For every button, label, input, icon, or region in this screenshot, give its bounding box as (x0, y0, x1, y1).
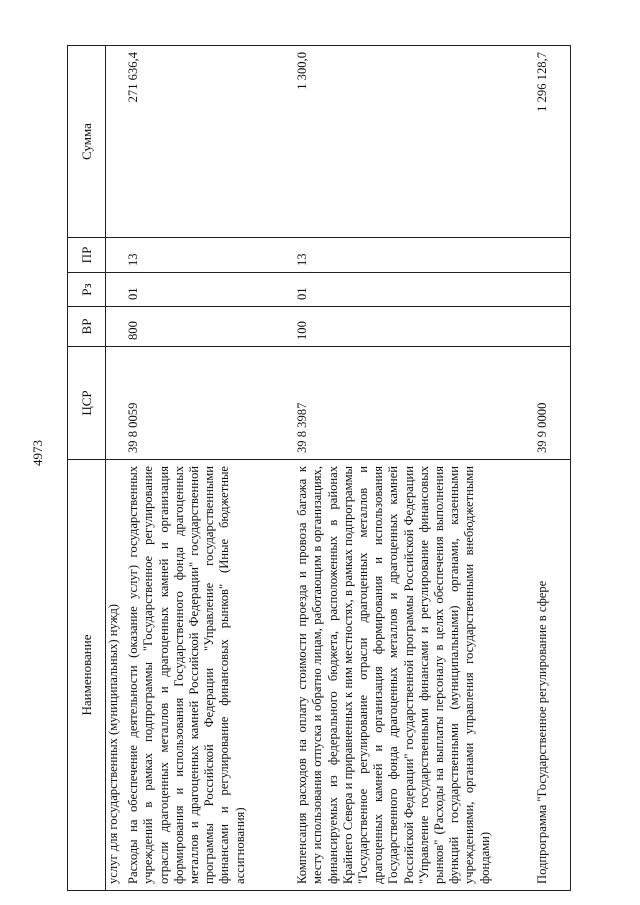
row-name: Компенсация расходов на оплату стоимости проезда и провоза багажа к месту использования отпуска и обратно лицам, работающим в организациях, финансируемых из федерального бюджета, расположенных в районах Крайнего Севера и приравненных к ним местностях, в рамках подпрограммы "Государственное регулирование отрасли драгоценных металлов и драгоценных камней и организация формирования и использования Государственного фонда драгоценных металлов и драгоценных камней Российской Федерации" государственной программы Российской Федерации "Управление государственными финансами и регулирование финансовых рынков" (Расходы на выплаты персоналу в целях обеспечения выполнения функций государственными (муниципальными) органами, казенными учреждениями, органами управления государственными внебюджетными фондами) (292, 460, 533, 891)
row-vr (533, 307, 571, 347)
table-row (292, 46, 533, 891)
row-sum: 1 296 128,7 (533, 46, 571, 238)
budget-table (67, 45, 571, 891)
table-header-row (68, 46, 106, 891)
row-rz: 01 (292, 273, 533, 307)
row-vr: 800 (126, 307, 292, 347)
page-number: 4973 (30, 440, 45, 466)
row-csr: 39 8 3987 (292, 347, 533, 460)
row-csr: 39 8 0059 (126, 347, 292, 460)
row-name: услуг для государственных (муниципальных) нужд) (106, 460, 127, 891)
header-sum: Сумма (68, 46, 106, 238)
row-rz (106, 273, 127, 307)
header-name: Наименование (68, 460, 106, 891)
header-vr: ВР (68, 307, 106, 347)
row-name: Расходы на обеспечение деятельности (оказание услуг) государственных учреждений в рамках подпрограммы "Государственное регулирование отрасли драгоценных металлов и драгоценных камней и организация формирования и использования Государственного фонда драгоценных металлов и драгоценных камней Российской Федерации" государственной программы Российской Федерации "Управление государственными финансами и регулирование финансовых рынков" (Иные бюджетные ассигнования) (126, 460, 292, 891)
row-sum: 271 636,4 (126, 46, 292, 238)
row-pr (106, 238, 127, 273)
row-csr (106, 347, 127, 460)
row-pr (533, 238, 571, 273)
row-vr (106, 307, 127, 347)
row-sum (106, 46, 127, 238)
header-csr: ЦСР (68, 347, 106, 460)
table-row (106, 46, 127, 891)
table-row (533, 46, 571, 891)
row-rz (533, 273, 571, 307)
header-pr: ПР (68, 238, 106, 273)
row-name: Подпрограмма "Государственное регулирование в сфере (533, 460, 571, 891)
row-pr: 13 (292, 238, 533, 273)
budget-table-sheet (67, 46, 609, 891)
header-rz: Рз (68, 273, 106, 307)
table-row (126, 46, 292, 891)
row-rz: 01 (126, 273, 292, 307)
row-vr: 100 (292, 307, 533, 347)
row-csr: 39 9 0000 (533, 347, 571, 460)
row-pr: 13 (126, 238, 292, 273)
row-sum: 1 300,0 (292, 46, 533, 238)
